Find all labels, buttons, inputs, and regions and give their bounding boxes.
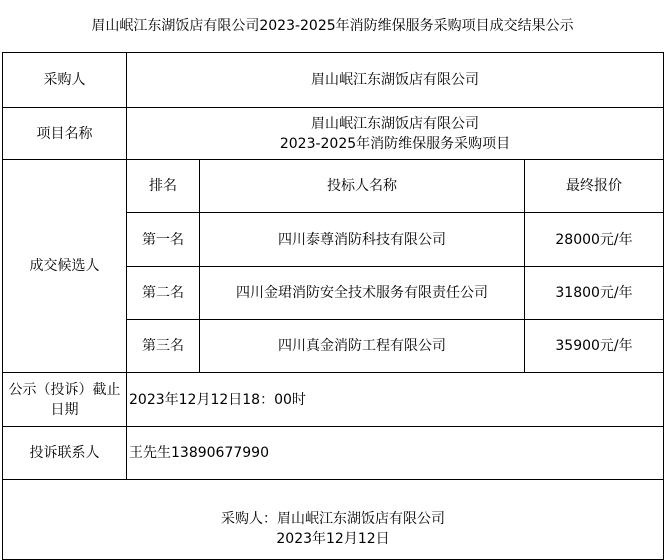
rank-header: 排名 <box>127 160 200 213</box>
rank-cell: 第一名 <box>127 213 200 267</box>
project-value <box>127 108 664 160</box>
result-table <box>2 52 664 560</box>
bidder-cell: 四川泰尊消防科技有限公司 <box>200 213 525 267</box>
footer-buyer: 采购人：眉山岷江东湖饭店有限公司 <box>221 510 445 527</box>
bidder-header: 投标人名称 <box>200 160 525 213</box>
deadline-label: 公示（投诉）截止日期 <box>3 373 127 427</box>
price-cell: 31800元/年 <box>525 267 664 320</box>
candidate-header-row <box>3 160 664 213</box>
bidder-cell: 四川真金消防工程有限公司 <box>200 320 525 373</box>
footer-cell <box>3 480 664 560</box>
contact-value: 王先生13890677990 <box>127 427 664 480</box>
contact-row <box>3 427 664 480</box>
candidates-label: 成交候选人 <box>3 160 127 373</box>
page-title: 眉山岷江东湖饭店有限公司2023-2025年消防维保服务采购项目成交结果公示 <box>91 18 574 34</box>
price-header: 最终报价 <box>525 160 664 213</box>
project-row <box>3 108 664 160</box>
buyer-value: 眉山岷江东湖饭店有限公司 <box>127 53 664 108</box>
deadline-row <box>3 373 664 427</box>
footer-row <box>3 480 664 560</box>
project-label: 项目名称 <box>3 108 127 160</box>
bidder-cell: 四川金珺消防安全技术服务有限责任公司 <box>200 267 525 320</box>
deadline-value: 2023年12月12日18：00时 <box>127 373 664 427</box>
price-cell: 28000元/年 <box>525 213 664 267</box>
price-cell: 35900元/年 <box>525 320 664 373</box>
rank-cell: 第二名 <box>127 267 200 320</box>
contact-label: 投诉联系人 <box>3 427 127 480</box>
rank-cell: 第三名 <box>127 320 200 373</box>
buyer-label: 采购人 <box>3 53 127 108</box>
project-value-line2: 2023-2025年消防维保服务采购项目 <box>279 135 511 152</box>
footer-date: 2023年12月12日 <box>276 530 390 547</box>
buyer-row <box>3 53 664 108</box>
project-value-line1: 眉山岷江东湖饭店有限公司 <box>311 115 479 132</box>
